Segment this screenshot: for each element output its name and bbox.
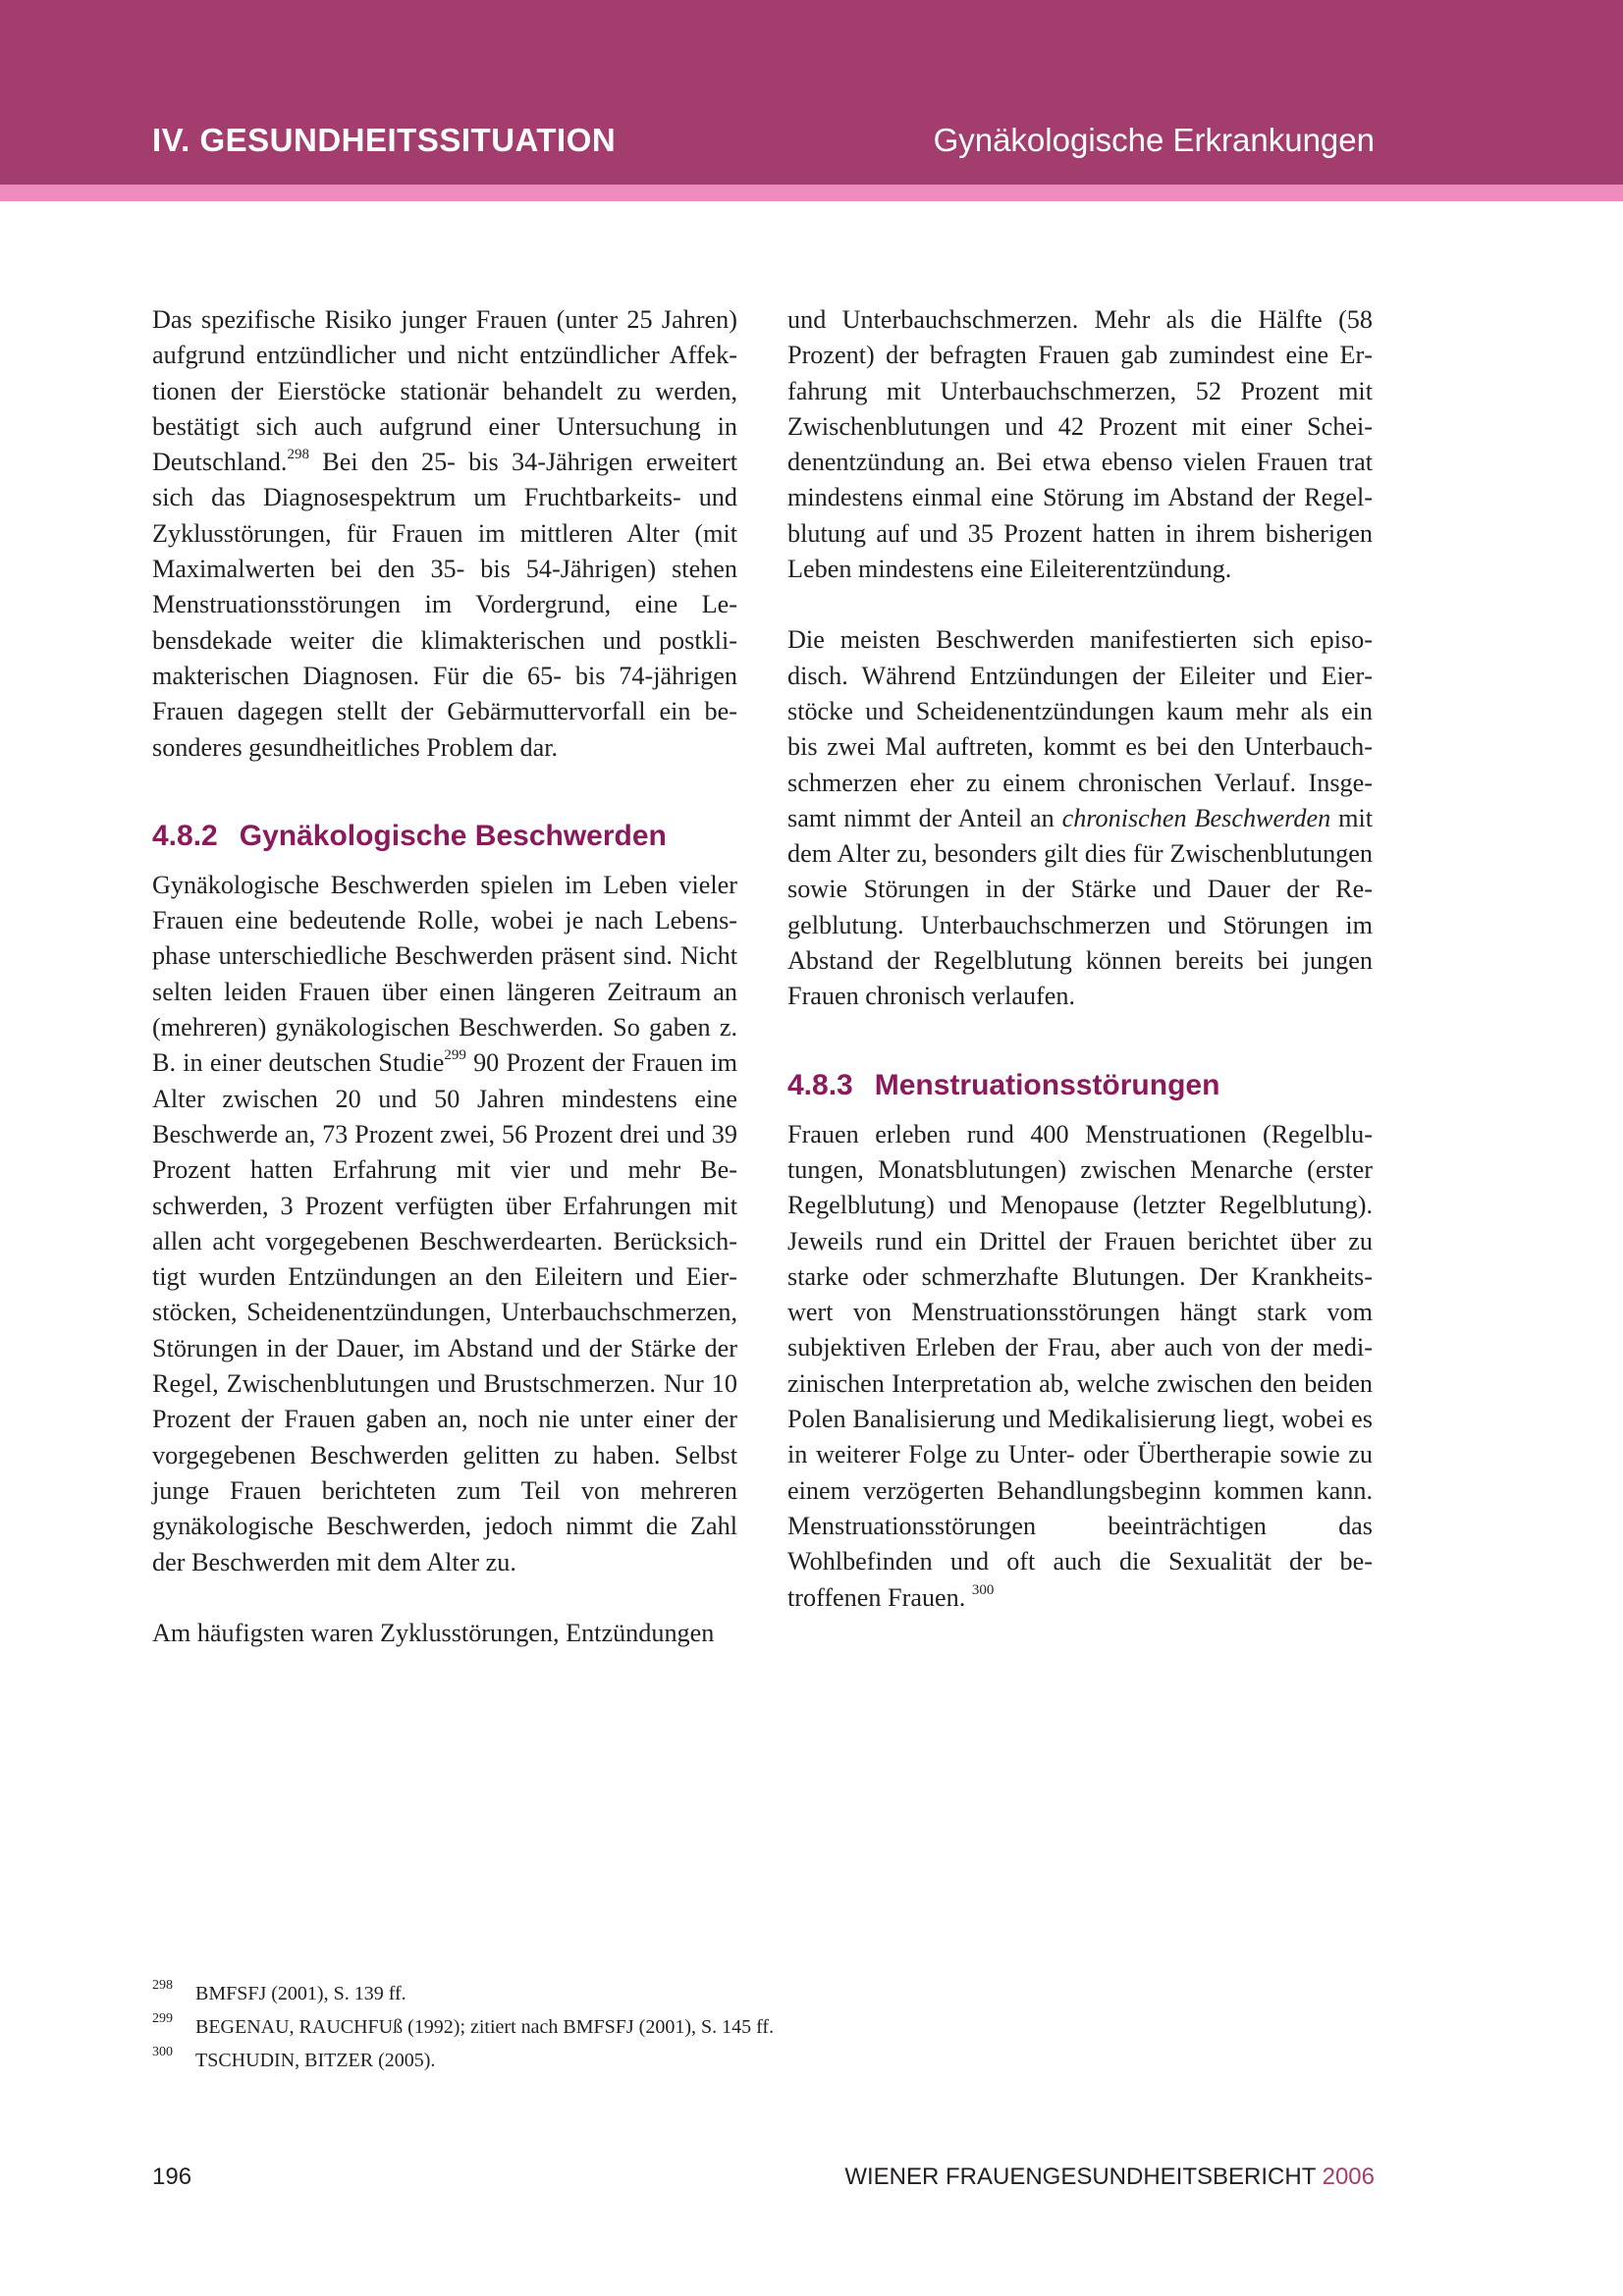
report-year: 2006	[1322, 2163, 1375, 2190]
section-heading-4-8-3	[787, 1066, 1373, 1105]
footnotes	[152, 1977, 1036, 2077]
section-heading-4-8-2	[152, 817, 737, 856]
footnote-ref: 299	[444, 1047, 466, 1064]
footnote-text: BMFSFJ (2001), S. 139 ff.	[195, 1983, 406, 2004]
paragraph: Gynäkologische Beschwerden spielen im Leben vieler Frauen eine bedeutende Rolle, wobei je nach Lebensphase unterschiedliche Beschwerden präsent sind. Nicht selten leiden Frauen über einen längeren Zeitraum an (mehreren) gynäkologischen Beschwerden. So gaben z. B. in einer deutschen Studie$^{299}$ 90 Prozent der Frauen im Alter zwischen 20 und 50 Jahren mindestens eine Beschwerde an, 73 Prozent zwei, 56 Prozent drei und 39 Prozent hatten Erfahrung mit vier und mehr Beschwerden, 3 Prozent verfügten über Erfahrungen mit allen acht vorgegebenen Beschwerdearten. Berücksichtigt wurden Entzündungen an den Eileitern und Eierstöcken, Scheidenentzündungen, Unterbauchschmerzen, Störungen in der Dauer, im Abstand und der Stärke der Regel, Zwischenblutungen und Brustschmerzen. Nur 10 Prozent der Frauen gaben an, noch nie unter einer der vorgegebenen Beschwerden gelitten zu haben. Selbst junge Frauen berichteten zum Teil von mehreren gynäkologische Beschwerden, jedoch nimmt die Zahl der Beschwerden mit dem Alter zu.	[152, 870, 738, 1576]
heading-number: 4.8.2	[152, 819, 218, 852]
paragraph: Am häufigsten waren Zyklusstörungen, Entzündungen	[152, 1618, 715, 1647]
footnote-ref: 298	[287, 447, 309, 463]
paragraph: Die meisten Beschwerden manifestierten sich episodisch. Während Entzündungen der Eileiter und Eierstöcke und Scheidenentzündungen kaum mehr als ein bis zwei Mal auftreten, kommt es bei den Unterbauchschmerzen eher zu einem chronischen Verlauf. Insgesamt nimmt der Anteil an chronischen Beschwerden mit dem Alter zu, besonders gilt dies für Zwischenblutungen sowie Störungen in der Stärke und Dauer der Regelblutung. Unterbauchschmerzen und Störungen im Abstand der Regelblutung können bereits bei jungen Frauen chronisch verlaufen.	[787, 625, 1374, 1011]
paragraph: Das spezifische Risiko junger Frauen (unter 25 Jahren) aufgrund entzündlicher und nicht entzündlicher Affektionen der Eierstöcke stationär behandelt zu werden, bestätigt sich auch aufgrund einer Untersuchung in Deutschland.$^{298}$ Bei den 25- bis 34-Jährigen erweitert sich das Diagnosespektrum um Fruchtbarkeits- und Zyklusstörungen, für Frauen im mittleren Alter (mit Maximalwerten bei den 35- bis 54-Jährigen) stehen Menstruationsstörungen im Vordergrund, eine Lebensdekade weiter die klimakterischen und postklimakterischen Diagnosen. Für die 65- bis 74-jährigen Frauen dagegen stellt der Gebärmuttervorfall ein besonderes gesundheitliches Problem dar.	[152, 305, 737, 762]
emphasis: chronischen Beschwerden	[1061, 803, 1331, 832]
footnote-number: 298	[152, 1978, 173, 1993]
heading-title: Gynäkologische Beschwerden	[239, 819, 667, 852]
left-column	[152, 302, 737, 1651]
footnote	[152, 1977, 1036, 2010]
paragraph: Frauen erleben rund 400 Menstruationen (Regelblutungen, Monatsblutungen) zwischen Menarche (erster Regelblutung) und Menopause (letzter Regelblutung). Jeweils rund ein Drittel der Frauen berichtet über zu starke oder schmerzhafte Blutungen. Der Krankheitswert von Menstruationsstörungen hängt stark vom subjektiven Erleben der Frau, aber auch von der medizinischen Interpretation ab, welche zwischen den beiden Polen Banalisierung und Medikalisierung liegt, wobei es in weiterer Folge zu Unter- oder Übertherapie sowie zu einem verzögerten Behandlungsbeginn kommen kann. Menstruationsstörungen beeinträchtigen das Wohlbefinden und oft auch die Sexualität der betroffenen Frauen. $^{300}$	[787, 1119, 1373, 1612]
footnote-number: 300	[152, 2045, 173, 2059]
header-band	[0, 0, 1623, 185]
footnote-number: 299	[152, 2011, 173, 2026]
footnote	[152, 2044, 1036, 2077]
paragraph: und Unterbauchschmerzen. Mehr als die Hälfte (58 Prozent) der befragten Frauen gab zumindest eine Erfahrung mit Unterbauchschmerzen, 52 Prozent mit Zwischenblutungen und 42 Prozent mit einer Scheidenentzündung an. Bei etwa ebenso vielen Frauen trat mindestens einmal eine Störung im Abstand der Regelblutung auf und 35 Prozent hatten in ihrem bisherigen Leben mindestens eine Eileiterentzündung.	[787, 305, 1373, 584]
section-title: Gynäkologische Erkrankungen	[933, 122, 1375, 158]
right-column	[787, 302, 1373, 1616]
footnote-ref: 300	[971, 1581, 995, 1598]
heading-number: 4.8.3	[787, 1068, 853, 1101]
chapter-title: IV. GESUNDHEITSSITUATION	[152, 122, 617, 158]
footnote-text: TSCHUDIN, BITZER (2005).	[195, 2050, 436, 2071]
heading-title: Menstruationsstörungen	[874, 1068, 1220, 1101]
footnote	[152, 2010, 1036, 2044]
footnote-text: BEGENAU, RAUCHFUß (1992); zitiert nach BMFSFJ (2001), S. 145 ff.	[195, 2016, 775, 2038]
report-title: WIENER FRAUENGESUNDHEITSBERICHT 2006	[844, 2163, 1375, 2190]
header-stripe	[0, 185, 1623, 201]
page-number: 196	[152, 2163, 192, 2190]
